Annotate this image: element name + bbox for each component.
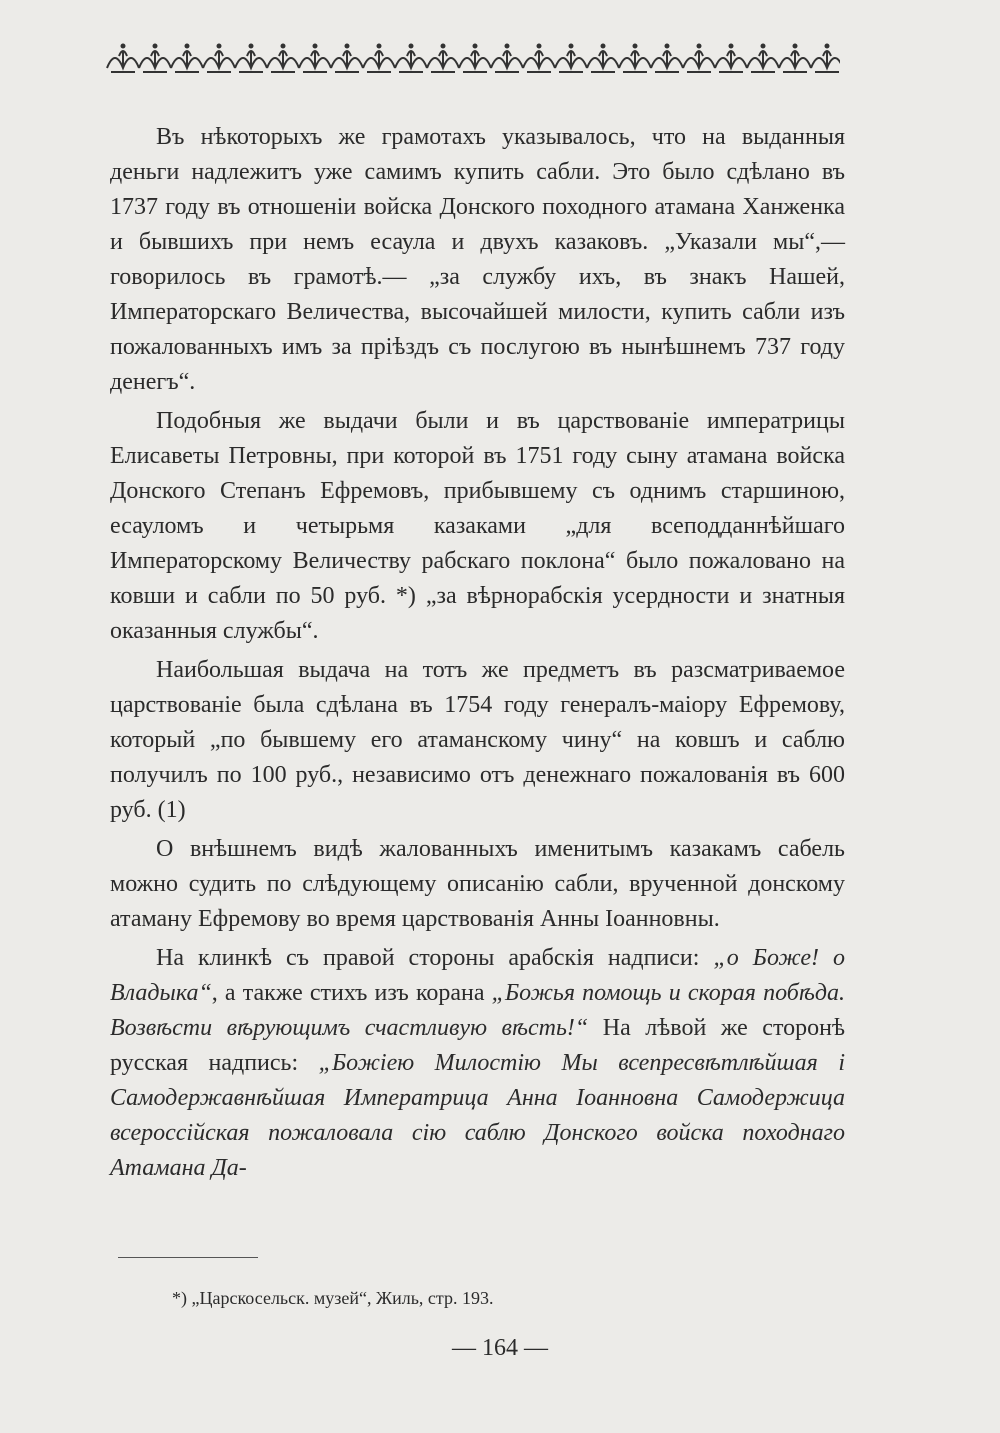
- ornament-motif: [683, 44, 715, 73]
- ornament-motif: [619, 44, 651, 73]
- ornament-motif: [747, 44, 779, 73]
- text-run: На клинкѣ съ правой стороны арабскія надписи:: [156, 945, 714, 971]
- paragraph-4: О внѣшнемъ видѣ жалованныхъ именитымъ казакамъ сабель можно судить по слѣдующему описанію сабли, врученной донскому атаману Ефремову во время царствованія Анны Іоанновны.: [110, 836, 845, 932]
- ornament-motif: [811, 44, 840, 73]
- ornament-motif: [395, 44, 427, 73]
- ornament-motif: [715, 44, 747, 73]
- paragraph-5: [110, 941, 845, 1186]
- ornament-motif: [523, 44, 555, 73]
- text-run: На лѣвой же сторонѣ русская надпись:: [110, 1015, 846, 1076]
- footnote: *) „Царскосельск. музей“, Жиль, стр. 193.: [172, 1288, 494, 1308]
- ornament-motif: [555, 44, 587, 73]
- italic-quote: „Божіею Милостію Мы всепресвѣтлѣйшая і Самодержавнѣйшая Императрица Анна Іоанновна Самодержица всероссійская пожаловала сію саблю Донского войска походнаго Атамана Да-: [110, 1050, 846, 1181]
- italic-quote: „о Боже! о Владыка“: [110, 945, 845, 1006]
- ornament-motif: [491, 44, 523, 73]
- italic-quote: „Божья помощь и скорая побѣда. Возвѣсти вѣрующимъ счастливую вѣсть!“: [110, 980, 845, 1041]
- ornament-motif: [235, 44, 267, 73]
- ornament-motif: [171, 44, 203, 73]
- decorative-header-border: [105, 38, 840, 76]
- footnote-divider: [118, 1257, 258, 1258]
- page-number: — 164 —: [452, 1335, 548, 1361]
- ornament-motif: [363, 44, 395, 73]
- main-text: [110, 120, 845, 1190]
- ornament-motif: [651, 44, 683, 73]
- ornament-motif: [459, 44, 491, 73]
- ornament-motif: [779, 44, 811, 73]
- paragraph-3: Наибольшая выдача на тотъ же предметъ въ разсматриваемое царствованіе была сдѣлана въ 1754 году генералъ-маіору Ефремову, который „по бывшему его атаманскому чину“ на ковшъ и саблю получилъ по 100 руб., независимо отъ денежнаго пожалованія въ 600 руб. (1): [110, 657, 845, 823]
- paragraph-1: Въ нѣкоторыхъ же грамотахъ указывалось, что на выданныя деньги надлежитъ уже самимъ купить сабли. Это было сдѣлано въ 1737 году въ отношеніи войска Донского походного атамана Ханженка и бывшихъ при немъ есаула и двухъ казаковъ. „Указали мы“,—говорилось въ грамотѣ.— „за службу ихъ, въ знакъ Нашей, Императорскаго Величества, высочайшей милости, купить сабли изъ пожалованныхъ имъ за пріѣздъ съ послугою въ нынѣшнемъ 737 году денегъ“.: [110, 124, 845, 395]
- text-run: , а также стихъ изъ корана: [211, 980, 492, 1006]
- ornament-motif: [587, 44, 619, 73]
- ornament-motif: [107, 44, 139, 73]
- ornament-motif: [427, 44, 459, 73]
- ornament-motif: [267, 44, 299, 73]
- ornament-motif: [203, 44, 235, 73]
- paragraph-2: Подобныя же выдачи были и въ царствованіе императрицы Елисаветы Петровны, при которой въ 1751 году сыну атамана войска Донского Степанъ Ефремовъ, прибывшему съ однимъ старшиною, есауломъ и четырьмя казаками „для всеподданнѣйшаго Императорскому Величеству рабскаго поклона“ было пожаловано на ковши и сабли по 50 руб. *) „за вѣрнорабскія усердности и знатныя оказанныя службы“.: [110, 408, 845, 644]
- ornament-motif: [139, 44, 171, 73]
- ornament-motif: [299, 44, 331, 73]
- ornament-motif: [331, 44, 363, 73]
